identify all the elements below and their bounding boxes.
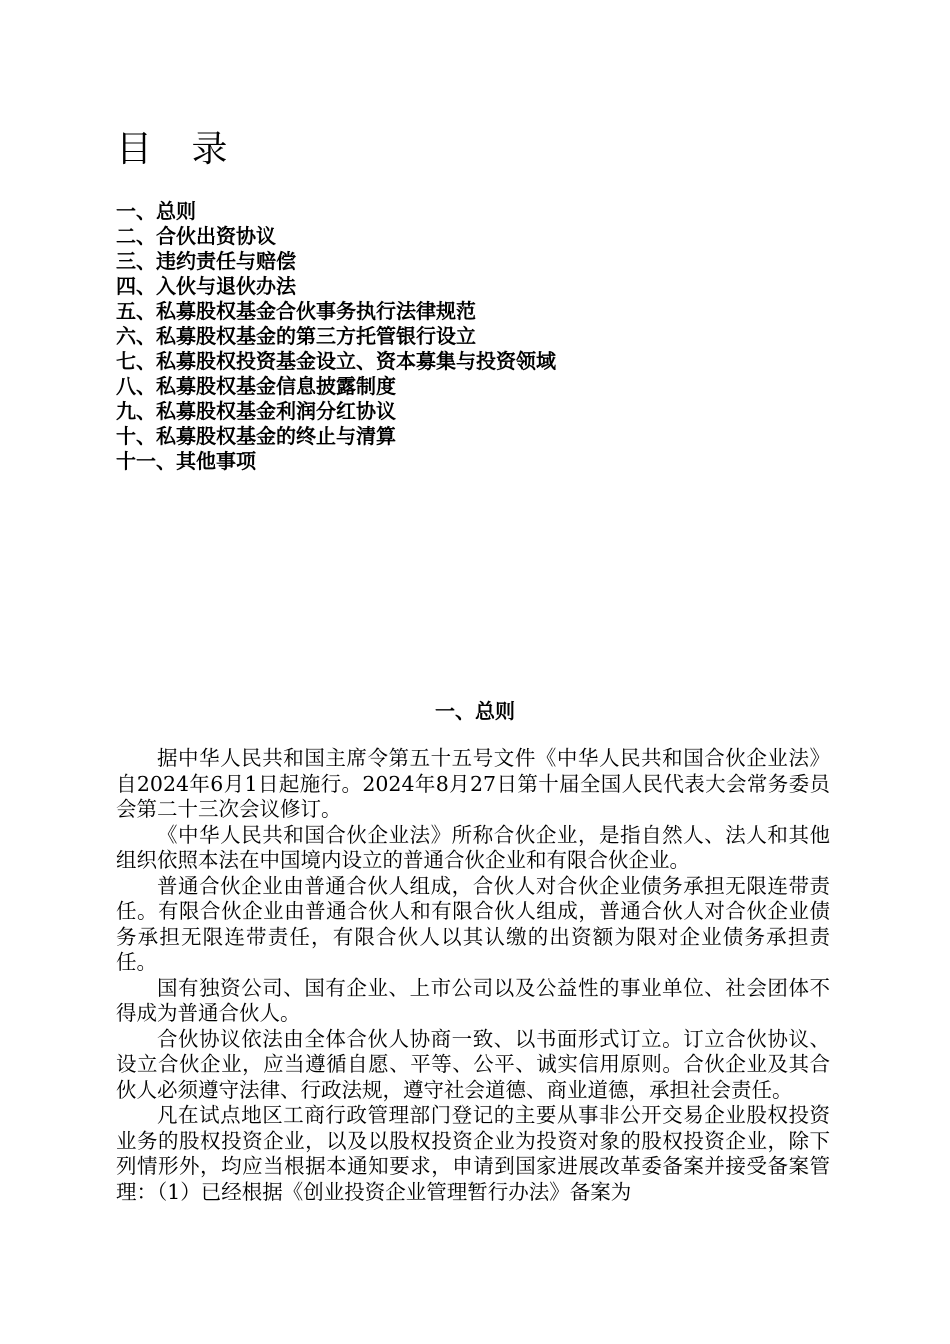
body-paragraph: 凡在试点地区工商行政管理部门登记的主要从事非公开交易企业股权投资业务的股权投资企业，以及以股权投资企业为投资对象的股权投资企业，除下列情形外，均应当根据本通知要求，申请到国家进展改革委备案并接受备案管理：（1）已经根据《创业投资企业管理暂行办法》备案为 — [116, 1103, 830, 1204]
toc-item[interactable]: 四、入伙与退伙办法 — [116, 274, 296, 298]
toc-item[interactable]: 十、私募股权基金的终止与清算 — [116, 424, 396, 448]
toc-item[interactable]: 十一、其他事项 — [116, 449, 256, 473]
section-body — [116, 746, 830, 1205]
section-heading: 一、总则 — [435, 699, 515, 723]
toc-item[interactable]: 七、私募股权投资基金设立、资本募集与投资领域 — [116, 349, 556, 373]
table-of-contents — [116, 199, 556, 474]
body-paragraph: 《中华人民共和国合伙企业法》所称合伙企业，是指自然人、法人和其他组织依照本法在中国境内设立的普通合伙企业和有限合伙企业。 — [116, 822, 830, 872]
toc-item[interactable]: 五、私募股权基金合伙事务执行法律规范 — [116, 299, 476, 323]
body-paragraph: 合伙协议依法由全体合伙人协商一致、以书面形式订立。订立合伙协议、设立合伙企业，应当遵循自愿、平等、公平、诚实信用原则。合伙企业及其合伙人必须遵守法律、行政法规，遵守社会道德、商业道德，承担社会责任。 — [116, 1026, 830, 1102]
toc-item[interactable]: 三、违约责任与赔偿 — [116, 249, 296, 273]
toc-item[interactable]: 六、私募股权基金的第三方托管银行设立 — [116, 324, 476, 348]
body-paragraph: 国有独资公司、国有企业、上市公司以及公益性的事业单位、社会团体不得成为普通合伙人。 — [116, 975, 830, 1025]
toc-title: 目 录 — [116, 129, 242, 170]
toc-item[interactable]: 九、私募股权基金利润分红协议 — [116, 399, 396, 423]
toc-item[interactable]: 八、私募股权基金信息披露制度 — [116, 374, 396, 398]
body-paragraph: 据中华人民共和国主席令第五十五号文件《中华人民共和国合伙企业法》自2024年6月1日起施行。2024年8月27日第十届全国人民代表大会常务委员会第二十三次会议修订。 — [116, 746, 830, 821]
body-paragraph: 普通合伙企业由普通合伙人组成，合伙人对合伙企业债务承担无限连带责任。有限合伙企业由普通合伙人和有限合伙人组成，普通合伙人对合伙企业债务承担无限连带责任，有限合伙人以其认缴的出资额为限对企业债务承担责任。 — [116, 873, 830, 974]
toc-item[interactable]: 一、总则 — [116, 199, 196, 223]
toc-item[interactable]: 二、合伙出资协议 — [116, 224, 276, 248]
